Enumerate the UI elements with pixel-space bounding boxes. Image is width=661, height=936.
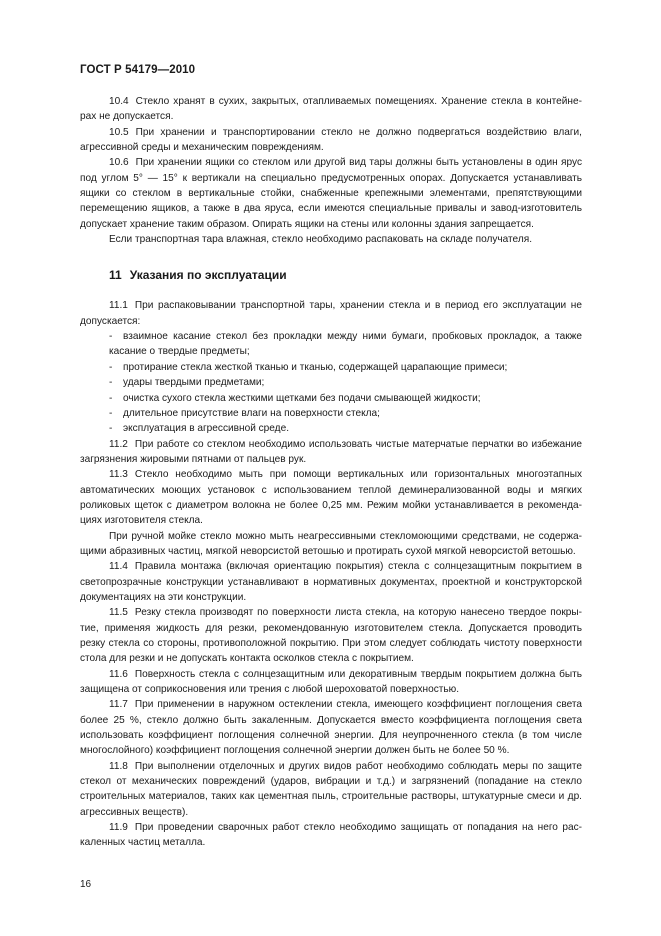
paragraph-11-1: 11.1 При распаковывании транспортной тары, хранении стекла и в период его эксплуатации не допускается: bbox=[80, 300, 582, 327]
section-10-tail bbox=[80, 94, 582, 247]
paragraph-11-7: 11.7 При применении в наружном остеклении стекла, имеющего коэффициент поглощения света более 25 %, стекло должно быть закаленным. Допускается вместо коэффициента поглощения света использовать коэффициент поглощения солнечной энергии. Для неупрочненного стекла (в том числе многослойного) коэффициент поглощения солнечной энергии должен быть не более 50 %. bbox=[80, 699, 582, 757]
paragraph-11-2: 11.2 При работе со стеклом необходимо использовать чистые матерчатые перчатки во избежание загрязнения жировыми пятнами от пальцев рук. bbox=[80, 438, 582, 465]
dash-marker: - bbox=[109, 423, 113, 435]
list-item: - эксплуатация в агрессивной среде. bbox=[80, 421, 582, 436]
document-body bbox=[80, 94, 582, 851]
paragraph-11-6: 11.6 Поверхность стекла с солнцезащитным или декоративным твердым покрытием должна быть защищена от соприкосновения или трения с любой шероховатой поверхностью. bbox=[80, 668, 582, 696]
list-item: - удары твердыми предметами; bbox=[80, 375, 582, 390]
paragraph-10-4: 10.4 Стекло хранят в сухих, закрытых, отапливаемых помещениях. Хранение стекла в контейнерах не допускается. bbox=[80, 96, 582, 123]
paragraph-10-6-note: Если транспортная тара влажная, стекло необходимо распаковать на складе получателя. bbox=[109, 234, 532, 246]
list-item: - очистка сухого стекла жесткими щетками без подачи смывающей жидкости; bbox=[80, 391, 582, 406]
paragraph-10-5: 10.5 При хранении и транспортировании стекло не должно подвергаться воздействию влаги, агрессивной среды и механическим повреждениям. bbox=[80, 126, 582, 154]
paragraph-11-8: 11.8 При выполнении отделочных и других видов работ необходимо соблюдать меры по защите стекол от механических повреждений (ударов, вибрации и т.д.) и загрязнений (попадание на стекло строительных материалов, таких как цементная пыль, строительные растворы, штукатурные смеси и др. агрессивных веществ). bbox=[80, 760, 582, 818]
dash-marker: - bbox=[109, 392, 113, 404]
dash-marker: - bbox=[109, 407, 113, 419]
section-11-heading: 11 Указания по эксплуатации bbox=[109, 268, 287, 283]
list-11-1 bbox=[80, 329, 582, 436]
paragraph-11-3: 11.3 Стекло необходимо мыть при помощи вертикальных или горизонтальных многоэтапных автоматических моющих установок с использованием теплой деминерализованной воды и мягких роликовых щеток с диаметром волокна не более 0,25 мм. Режим мойки устанавливается в рекомендациях изготовителя стекла. bbox=[80, 469, 582, 527]
dash-marker: - bbox=[109, 361, 113, 373]
paragraph-10-6: 10.6 При хранении ящики со стеклом или другой вид тары должны быть установлены в один ярус под углом 5° — 15° к вертикали на специально предусмотренных опорах. Допускается устанавливать ящики со стеклом в вертикальные стойки, снабженные крепежными элементами, препятствующими перемещению ящиков, а также в два яруса, если имеются специальные привалы и завод-изготовитель допускает хранение таким образом. Опирать ящики на стены или колонны здания запрещается. bbox=[80, 157, 582, 230]
document-code-header: ГОСТ Р 54179—2010 bbox=[80, 64, 196, 76]
list-item: - протирание стекла жесткой тканью и тканью, содержащей царапающие примеси; bbox=[80, 360, 582, 375]
dash-marker: - bbox=[109, 331, 113, 343]
list-item: - взаимное касание стекол без прокладки между ними бумаги, пробковых прокладок, а также касание о твердые предметы; bbox=[109, 331, 582, 358]
list-item: - длительное присутствие влаги на поверхности стекла; bbox=[80, 406, 582, 421]
paragraph-11-5: 11.5 Резку стекла производят по поверхности листа стекла, на которую нанесено твердое покрытие, применяя жидкость для резки, рекомендованную изготовителем стекла. Допускается проводить резку стекла со стороны, противоположной покрытию. При этом следует соблюдать чистоту поверхности стола для резки и не допускать контакта осколков стекла с покрытием. bbox=[80, 607, 582, 665]
paragraph-11-3-manual: При ручной мойке стекло можно мыть неагрессивными стекломоющими средствами, не содержащими абразивных частиц, мягкой неворсистой ветошью и протирать сухой мягкой неворсистой ветошью. bbox=[80, 530, 582, 557]
paragraph-11-9: 11.9 При проведении сварочных работ стекло необходимо защищать от попадания на него раскаленных частиц металла. bbox=[80, 822, 582, 849]
paragraph-11-4: 11.4 Правила монтажа (включая ориентацию покрытия) стекла с солнцезащитным покрытием в светопрозрачные конструкции устанавливают в нормативных документах, проектной и конструкторской документациях на эти конструкции. bbox=[80, 561, 582, 603]
dash-marker: - bbox=[109, 377, 113, 389]
page-number: 16 bbox=[80, 879, 92, 890]
